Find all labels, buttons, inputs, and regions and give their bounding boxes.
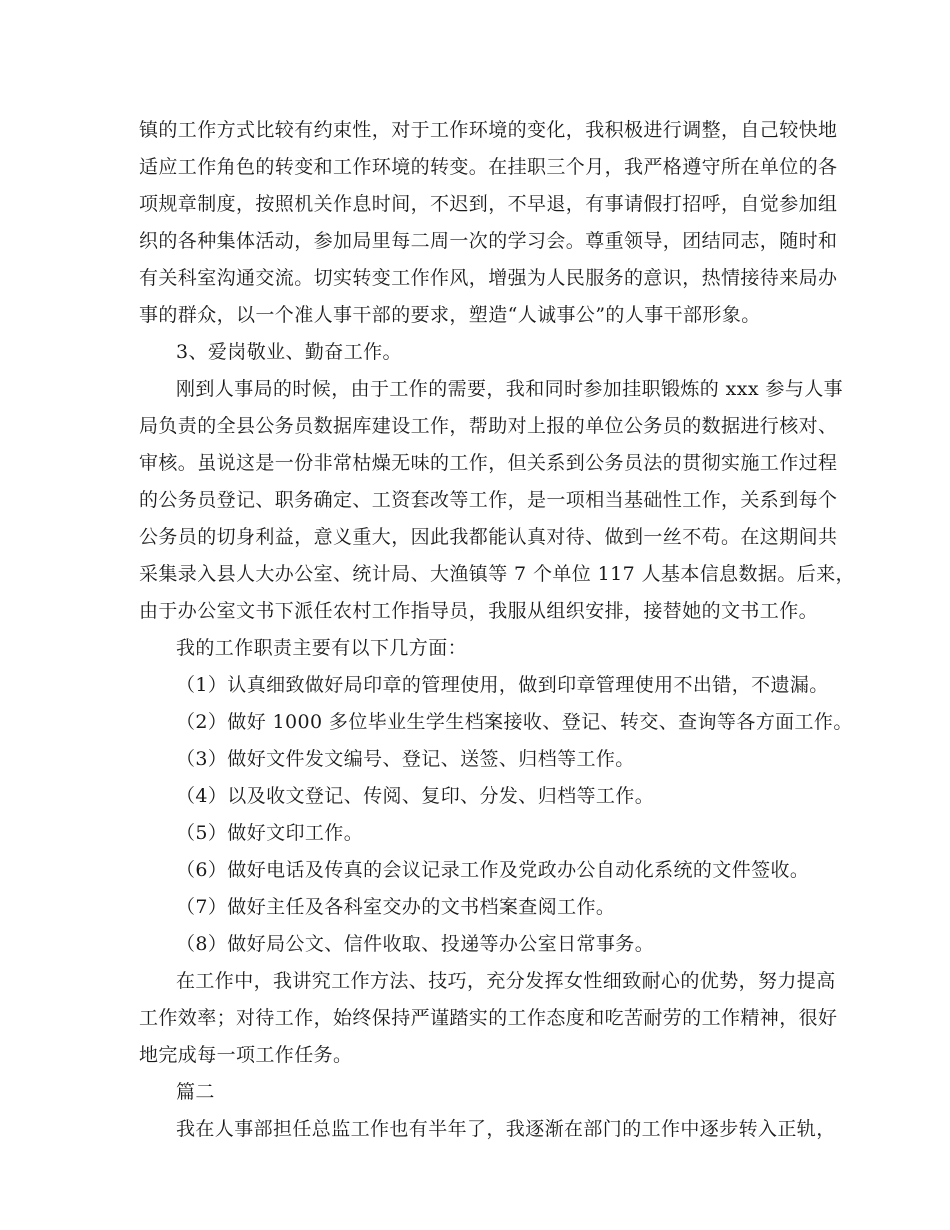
- text-line: 适应工作角色的转变和工作环境的转变。在挂职三个月，我严格遵守所在单位的各: [139, 156, 838, 178]
- text-line: 的公务员登记、职务确定、工资套改等工作，是一项相当基础性工作，关系到每个: [139, 489, 838, 511]
- text-line: 工作效率；对待工作，始终保持严谨踏实的工作态度和吃苦耐劳的工作精神，很好: [139, 1007, 838, 1029]
- text-line: 项规章制度，按照机关作息时间，不迟到，不早退，有事请假打招呼，自觉参加组: [139, 193, 838, 215]
- text-line: 在工作中，我讲究工作方法、技巧，充分发挥女性细致耐心的优势，努力提高: [176, 970, 836, 992]
- text-line: 事的群众，以一个准人事干部的要求，塑造“人诚事公”的人事干部形象。: [139, 304, 761, 326]
- list-item: （2）做好 1000 多位毕业生学生档案接收、登记、转交、查询等各方面工作。: [176, 711, 853, 733]
- list-item: （1）认真细致做好局印章的管理使用，做到印章管理使用不出错，不遗漏。: [176, 674, 829, 696]
- text-line: 采集录入县人大办公室、统计局、大渔镇等 7 个单位 117 人基本信息数据。后来，: [139, 563, 855, 585]
- text-line: 镇的工作方式比较有约束性，对于工作环境的变化，我积极进行调整，自己较快地: [139, 119, 838, 141]
- section-heading: 3、爱岗敬业、勤奋工作。: [176, 341, 402, 363]
- list-item: （7）做好主任及各科室交办的文书档案查阅工作。: [176, 896, 616, 918]
- text-line: 公务员的切身利益，意义重大，因此我都能认真对待、做到一丝不苟。在这期间共: [139, 526, 838, 548]
- text-line: 由于办公室文书下派任农村工作指导员，我服从组织安排，接替她的文书工作。: [139, 600, 819, 622]
- text-line: 织的各种集体活动，参加局里每二周一次的学习会。尊重领导，团结同志，随时和: [139, 230, 838, 252]
- text-line: 审核。虽说这是一份非常枯燥无味的工作，但关系到公务员法的贯彻实施工作过程: [139, 452, 838, 474]
- list-item: （8）做好局公文、信件收取、投递等办公室日常事务。: [176, 933, 655, 955]
- text-line: 地完成每一项工作任务。: [139, 1044, 353, 1066]
- list-item: （5）做好文印工作。: [176, 822, 364, 844]
- list-item: （3）做好文件发文编号、登记、送签、归档等工作。: [176, 748, 635, 770]
- list-item: （4）以及收文登记、传阅、复印、分发、归档等工作。: [176, 785, 655, 807]
- text-line: 有关科室沟通交流。切实转变工作作风，增强为人民服务的意识，热情接待来局办: [139, 267, 838, 289]
- text-line: 局负责的全县公务员数据库建设工作，帮助对上报的单位公务员的数据进行核对、: [139, 415, 838, 437]
- text-line: 我在人事部担任总监工作也有半年了，我逐渐在部门的工作中逐步转入正轨，: [176, 1118, 836, 1140]
- text-line: 我的工作职责主要有以下几方面：: [176, 637, 468, 659]
- section-heading: 篇二: [176, 1081, 215, 1103]
- text-line: 刚到人事局的时候，由于工作的需要，我和同时参加挂职锻炼的 xxx 参与人事: [176, 378, 844, 400]
- list-item: （6）做好电话及传真的会议记录工作及党政办公自动化系统的文件签收。: [176, 859, 810, 881]
